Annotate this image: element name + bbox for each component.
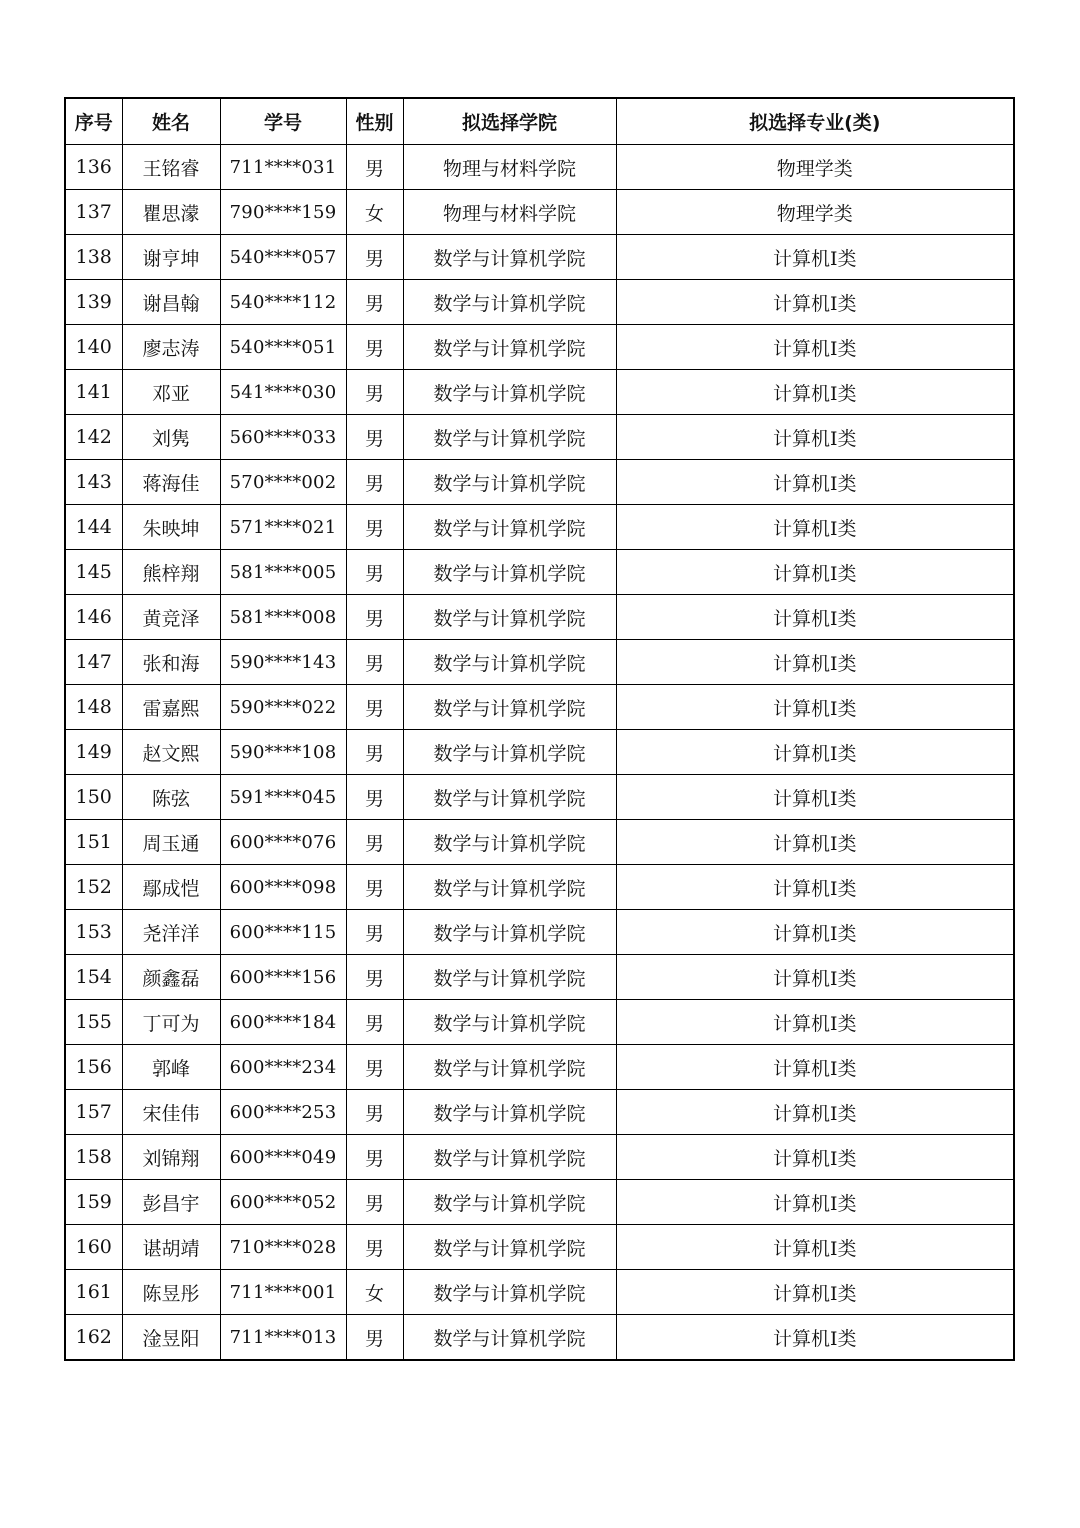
table-row — [65, 415, 1014, 460]
cell-major: 计算机Ⅰ类 — [616, 1000, 1014, 1045]
cell-gender: 男 — [346, 1180, 403, 1225]
cell-major: 计算机Ⅰ类 — [616, 235, 1014, 280]
table-row — [65, 235, 1014, 280]
table-row — [65, 370, 1014, 415]
cell-student-id: 600****052 — [220, 1180, 346, 1225]
table-row — [65, 1045, 1014, 1090]
cell-college: 数学与计算机学院 — [403, 415, 616, 460]
cell-student-id: 590****143 — [220, 640, 346, 685]
cell-gender: 男 — [346, 325, 403, 370]
cell-student-id: 711****001 — [220, 1270, 346, 1315]
cell-index: 149 — [65, 730, 122, 775]
cell-index: 159 — [65, 1180, 122, 1225]
table-row — [65, 955, 1014, 1000]
cell-student-id: 541****030 — [220, 370, 346, 415]
cell-gender: 男 — [346, 595, 403, 640]
cell-major: 计算机Ⅰ类 — [616, 955, 1014, 1000]
cell-college: 数学与计算机学院 — [403, 1225, 616, 1270]
cell-major: 计算机Ⅰ类 — [616, 1045, 1014, 1090]
cell-college: 数学与计算机学院 — [403, 595, 616, 640]
cell-college: 数学与计算机学院 — [403, 820, 616, 865]
header-student-id: 学号 — [220, 98, 346, 145]
cell-gender: 男 — [346, 1225, 403, 1270]
cell-index: 152 — [65, 865, 122, 910]
cell-college: 数学与计算机学院 — [403, 730, 616, 775]
table-row — [65, 325, 1014, 370]
cell-student-id: 560****033 — [220, 415, 346, 460]
cell-name: 谌胡靖 — [122, 1225, 220, 1270]
cell-name: 赵文熙 — [122, 730, 220, 775]
cell-index: 136 — [65, 145, 122, 190]
cell-index: 158 — [65, 1135, 122, 1180]
table-row — [65, 820, 1014, 865]
cell-index: 160 — [65, 1225, 122, 1270]
cell-index: 162 — [65, 1315, 122, 1361]
cell-major: 计算机Ⅰ类 — [616, 1270, 1014, 1315]
cell-college: 数学与计算机学院 — [403, 1315, 616, 1361]
table-row — [65, 685, 1014, 730]
cell-index: 157 — [65, 1090, 122, 1135]
cell-gender: 女 — [346, 190, 403, 235]
table-row — [65, 280, 1014, 325]
table-body — [65, 145, 1014, 1361]
table-row — [65, 775, 1014, 820]
cell-major: 物理学类 — [616, 190, 1014, 235]
cell-college: 数学与计算机学院 — [403, 685, 616, 730]
cell-major: 计算机Ⅰ类 — [616, 865, 1014, 910]
cell-index: 144 — [65, 505, 122, 550]
cell-gender: 男 — [346, 865, 403, 910]
cell-index: 148 — [65, 685, 122, 730]
cell-name: 宋佳伟 — [122, 1090, 220, 1135]
cell-major: 计算机Ⅰ类 — [616, 370, 1014, 415]
header-row — [65, 98, 1014, 145]
table-row — [65, 730, 1014, 775]
cell-name: 丁可为 — [122, 1000, 220, 1045]
cell-index: 151 — [65, 820, 122, 865]
cell-college: 数学与计算机学院 — [403, 280, 616, 325]
header-index: 序号 — [65, 98, 122, 145]
cell-college: 数学与计算机学院 — [403, 370, 616, 415]
cell-gender: 男 — [346, 370, 403, 415]
cell-college: 数学与计算机学院 — [403, 460, 616, 505]
cell-student-id: 711****031 — [220, 145, 346, 190]
cell-name: 刘锦翔 — [122, 1135, 220, 1180]
cell-name: 瞿思濛 — [122, 190, 220, 235]
cell-student-id: 581****005 — [220, 550, 346, 595]
cell-student-id: 570****002 — [220, 460, 346, 505]
table-row — [65, 550, 1014, 595]
table-row — [65, 190, 1014, 235]
cell-student-id: 540****112 — [220, 280, 346, 325]
table-row — [65, 1000, 1014, 1045]
cell-index: 154 — [65, 955, 122, 1000]
cell-name: 黄竞泽 — [122, 595, 220, 640]
header-gender: 性别 — [346, 98, 403, 145]
cell-index: 161 — [65, 1270, 122, 1315]
cell-gender: 男 — [346, 1315, 403, 1361]
cell-major: 计算机Ⅰ类 — [616, 1315, 1014, 1361]
cell-name: 周玉通 — [122, 820, 220, 865]
cell-gender: 男 — [346, 145, 403, 190]
cell-name: 尧洋洋 — [122, 910, 220, 955]
cell-major: 计算机Ⅰ类 — [616, 550, 1014, 595]
cell-student-id: 571****021 — [220, 505, 346, 550]
cell-student-id: 711****013 — [220, 1315, 346, 1361]
table-row — [65, 865, 1014, 910]
cell-gender: 男 — [346, 280, 403, 325]
cell-name: 淦昱阳 — [122, 1315, 220, 1361]
cell-name: 张和海 — [122, 640, 220, 685]
cell-index: 153 — [65, 910, 122, 955]
cell-gender: 男 — [346, 910, 403, 955]
cell-college: 数学与计算机学院 — [403, 910, 616, 955]
cell-student-id: 600****115 — [220, 910, 346, 955]
cell-index: 141 — [65, 370, 122, 415]
cell-student-id: 790****159 — [220, 190, 346, 235]
cell-name: 邓亚 — [122, 370, 220, 415]
table-row — [65, 595, 1014, 640]
cell-index: 146 — [65, 595, 122, 640]
cell-major: 计算机Ⅰ类 — [616, 415, 1014, 460]
cell-student-id: 600****234 — [220, 1045, 346, 1090]
cell-name: 朱映坤 — [122, 505, 220, 550]
cell-major: 计算机Ⅰ类 — [616, 685, 1014, 730]
cell-name: 王铭睿 — [122, 145, 220, 190]
cell-name: 雷嘉熙 — [122, 685, 220, 730]
cell-student-id: 590****108 — [220, 730, 346, 775]
header-major: 拟选择专业(类) — [616, 98, 1014, 145]
table-row — [65, 1135, 1014, 1180]
cell-index: 138 — [65, 235, 122, 280]
cell-index: 137 — [65, 190, 122, 235]
cell-major: 物理学类 — [616, 145, 1014, 190]
cell-student-id: 600****098 — [220, 865, 346, 910]
cell-name: 熊梓翔 — [122, 550, 220, 595]
cell-student-id: 600****253 — [220, 1090, 346, 1135]
cell-college: 数学与计算机学院 — [403, 640, 616, 685]
cell-name: 廖志涛 — [122, 325, 220, 370]
table-row — [65, 640, 1014, 685]
cell-college: 数学与计算机学院 — [403, 1180, 616, 1225]
cell-major: 计算机Ⅰ类 — [616, 820, 1014, 865]
cell-major: 计算机Ⅰ类 — [616, 325, 1014, 370]
table-row — [65, 1180, 1014, 1225]
cell-name: 陈弦 — [122, 775, 220, 820]
cell-student-id: 710****028 — [220, 1225, 346, 1270]
cell-gender: 男 — [346, 460, 403, 505]
table-row — [65, 1315, 1014, 1361]
cell-major: 计算机Ⅰ类 — [616, 280, 1014, 325]
cell-major: 计算机Ⅰ类 — [616, 505, 1014, 550]
cell-index: 140 — [65, 325, 122, 370]
cell-college: 数学与计算机学院 — [403, 1270, 616, 1315]
cell-gender: 男 — [346, 820, 403, 865]
table-row — [65, 460, 1014, 505]
cell-student-id: 600****156 — [220, 955, 346, 1000]
cell-name: 谢昌翰 — [122, 280, 220, 325]
table-row — [65, 145, 1014, 190]
cell-name: 鄢成恺 — [122, 865, 220, 910]
cell-student-id: 581****008 — [220, 595, 346, 640]
cell-index: 139 — [65, 280, 122, 325]
cell-gender: 女 — [346, 1270, 403, 1315]
cell-major: 计算机Ⅰ类 — [616, 910, 1014, 955]
cell-college: 数学与计算机学院 — [403, 1090, 616, 1135]
cell-college: 数学与计算机学院 — [403, 955, 616, 1000]
cell-student-id: 540****051 — [220, 325, 346, 370]
cell-student-id: 600****049 — [220, 1135, 346, 1180]
table-row — [65, 505, 1014, 550]
cell-student-id: 590****022 — [220, 685, 346, 730]
cell-major: 计算机Ⅰ类 — [616, 1225, 1014, 1270]
cell-college: 数学与计算机学院 — [403, 1045, 616, 1090]
cell-student-id: 591****045 — [220, 775, 346, 820]
cell-college: 数学与计算机学院 — [403, 235, 616, 280]
cell-major: 计算机Ⅰ类 — [616, 1180, 1014, 1225]
cell-gender: 男 — [346, 505, 403, 550]
cell-major: 计算机Ⅰ类 — [616, 730, 1014, 775]
cell-gender: 男 — [346, 955, 403, 1000]
student-roster-table — [64, 97, 1015, 1361]
table-row — [65, 1090, 1014, 1135]
cell-major: 计算机Ⅰ类 — [616, 640, 1014, 685]
cell-college: 物理与材料学院 — [403, 145, 616, 190]
cell-major: 计算机Ⅰ类 — [616, 775, 1014, 820]
cell-index: 142 — [65, 415, 122, 460]
cell-major: 计算机Ⅰ类 — [616, 1090, 1014, 1135]
cell-college: 数学与计算机学院 — [403, 325, 616, 370]
cell-index: 143 — [65, 460, 122, 505]
cell-index: 147 — [65, 640, 122, 685]
cell-gender: 男 — [346, 415, 403, 460]
cell-name: 蒋海佳 — [122, 460, 220, 505]
cell-major: 计算机Ⅰ类 — [616, 595, 1014, 640]
cell-college: 数学与计算机学院 — [403, 505, 616, 550]
cell-gender: 男 — [346, 1090, 403, 1135]
table-row — [65, 910, 1014, 955]
header-college: 拟选择学院 — [403, 98, 616, 145]
cell-index: 145 — [65, 550, 122, 595]
cell-student-id: 600****076 — [220, 820, 346, 865]
cell-index: 156 — [65, 1045, 122, 1090]
cell-name: 郭峰 — [122, 1045, 220, 1090]
cell-gender: 男 — [346, 685, 403, 730]
cell-college: 数学与计算机学院 — [403, 550, 616, 595]
cell-student-id: 600****184 — [220, 1000, 346, 1045]
table-row — [65, 1225, 1014, 1270]
cell-college: 数学与计算机学院 — [403, 865, 616, 910]
cell-student-id: 540****057 — [220, 235, 346, 280]
cell-college: 物理与材料学院 — [403, 190, 616, 235]
cell-gender: 男 — [346, 640, 403, 685]
cell-gender: 男 — [346, 1045, 403, 1090]
cell-name: 陈昱彤 — [122, 1270, 220, 1315]
cell-gender: 男 — [346, 730, 403, 775]
cell-college: 数学与计算机学院 — [403, 1135, 616, 1180]
table-row — [65, 1270, 1014, 1315]
cell-gender: 男 — [346, 775, 403, 820]
cell-index: 155 — [65, 1000, 122, 1045]
cell-name: 谢亨坤 — [122, 235, 220, 280]
cell-gender: 男 — [346, 1135, 403, 1180]
cell-gender: 男 — [346, 235, 403, 280]
cell-name: 彭昌宇 — [122, 1180, 220, 1225]
cell-major: 计算机Ⅰ类 — [616, 460, 1014, 505]
cell-college: 数学与计算机学院 — [403, 775, 616, 820]
cell-major: 计算机Ⅰ类 — [616, 1135, 1014, 1180]
cell-gender: 男 — [346, 550, 403, 595]
cell-name: 刘隽 — [122, 415, 220, 460]
table-header — [65, 98, 1014, 145]
cell-college: 数学与计算机学院 — [403, 1000, 616, 1045]
cell-name: 颜鑫磊 — [122, 955, 220, 1000]
cell-index: 150 — [65, 775, 122, 820]
header-name: 姓名 — [122, 98, 220, 145]
cell-gender: 男 — [346, 1000, 403, 1045]
